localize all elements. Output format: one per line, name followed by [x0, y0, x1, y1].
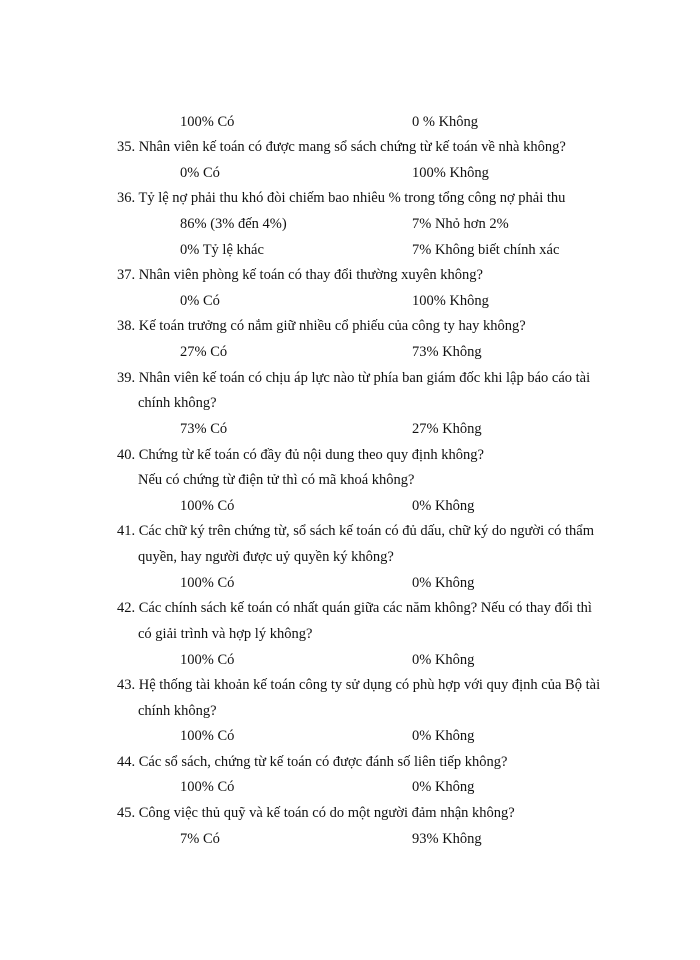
question-39-continued: chính không? [138, 395, 217, 411]
answer-43-no: 0% Không [412, 728, 475, 744]
answer-36-less-than: 7% Nhỏ hơn 2% [412, 216, 509, 232]
answer-44-no: 0% Không [412, 779, 475, 795]
question-41-continued: quyền, hay người được uỷ quyền ký không? [138, 549, 394, 565]
answer-40-no: 0% Không [412, 498, 475, 514]
question-43: 43. Hệ thống tài khoản kế toán công ty sử dụng có phù hợp với quy định của Bộ tài [117, 677, 601, 693]
answer-36-other: 0% Tỷ lệ khác [180, 242, 264, 258]
answer-36-unknown: 7% Không biết chính xác [412, 242, 560, 258]
answer-43-yes: 100% Có [180, 728, 235, 744]
question-42: 42. Các chính sách kế toán có nhất quán giữa các năm không? Nếu có thay đổi thì [117, 600, 592, 616]
answer-34-no: 0 % Không [412, 114, 479, 130]
question-35: 35. Nhân viên kế toán có được mang sổ sách chứng từ kế toán về nhà không? [117, 139, 566, 155]
answer-35-yes: 0% Có [180, 165, 220, 181]
question-41: 41. Các chữ ký trên chứng từ, sổ sách kế toán có đủ dấu, chữ ký do người có thẩm [117, 523, 595, 539]
question-36: 36. Tỷ lệ nợ phải thu khó đòi chiếm bao nhiêu % trong tổng công nợ phải thu [117, 190, 566, 206]
question-45: 45. Công việc thủ quỹ và kế toán có do một người đảm nhận không? [117, 805, 515, 821]
answer-41-no: 0% Không [412, 575, 475, 591]
question-39: 39. Nhân viên kế toán có chịu áp lực nào từ phía ban giám đốc khi lập báo cáo tài [117, 370, 591, 386]
answer-41-yes: 100% Có [180, 575, 235, 591]
question-37: 37. Nhân viên phòng kế toán có thay đổi thường xuyên không? [117, 267, 483, 283]
answer-45-yes: 7% Có [180, 831, 220, 847]
question-40: 40. Chứng từ kế toán có đầy đủ nội dung theo quy định không? [117, 447, 484, 463]
answer-40-yes: 100% Có [180, 498, 235, 514]
answer-34-yes: 100% Có [180, 114, 235, 130]
answer-42-no: 0% Không [412, 652, 475, 668]
answer-45-no: 93% Không [412, 831, 482, 847]
question-42-continued: có giải trình và hợp lý không? [138, 626, 313, 642]
answer-38-no: 73% Không [412, 344, 482, 360]
answer-42-yes: 100% Có [180, 652, 235, 668]
answer-39-no: 27% Không [412, 421, 482, 437]
question-38: 38. Kế toán trưởng có nắm giữ nhiều cổ phiếu của công ty hay không? [117, 318, 526, 334]
answer-37-yes: 0% Có [180, 293, 220, 309]
question-40-continued: Nếu có chứng từ điện tử thì có mã khoá không? [138, 472, 415, 488]
question-44: 44. Các sổ sách, chứng từ kế toán có được đánh số liên tiếp không? [117, 754, 508, 770]
question-43-continued: chính không? [138, 703, 217, 719]
answer-37-no: 100% Không [412, 293, 489, 309]
answer-38-yes: 27% Có [180, 344, 228, 360]
answer-36-range: 86% (3% đến 4%) [180, 216, 287, 232]
answer-35-no: 100% Không [412, 165, 489, 181]
answer-39-yes: 73% Có [180, 421, 228, 437]
answer-44-yes: 100% Có [180, 779, 235, 795]
